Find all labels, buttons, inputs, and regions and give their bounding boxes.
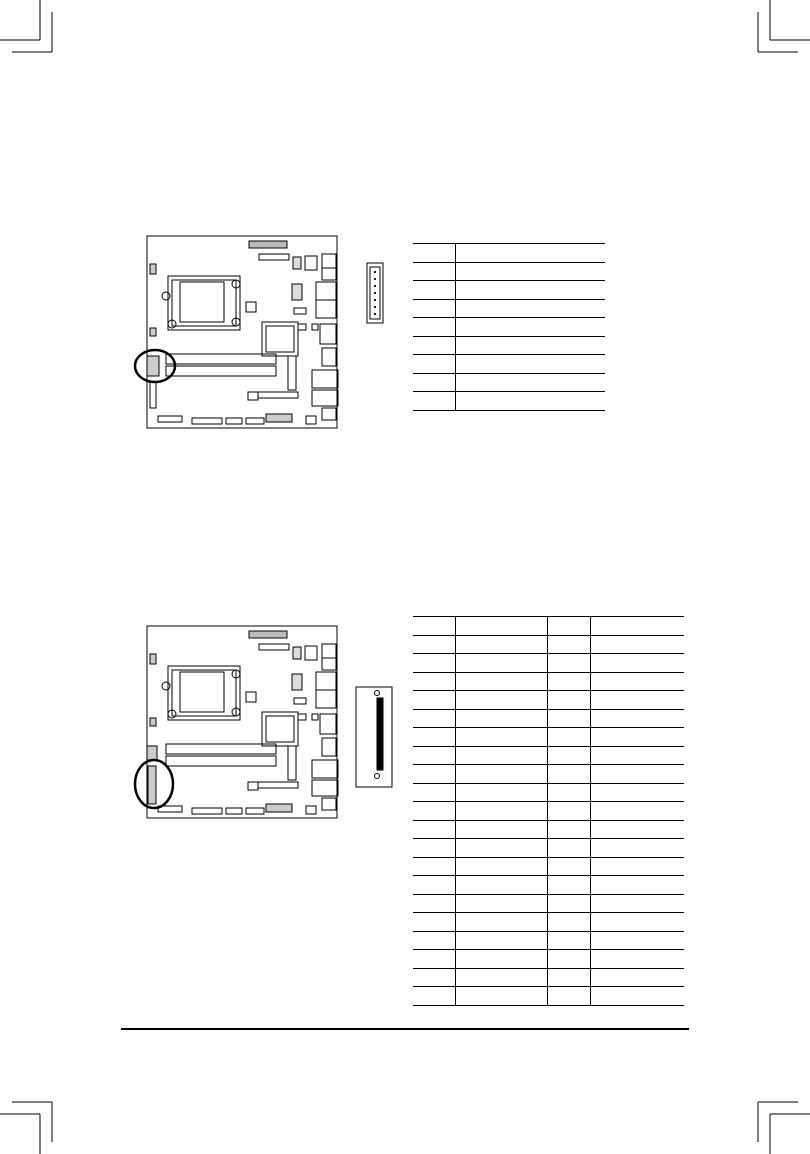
- pin-cell: [413, 950, 455, 969]
- table-row: [413, 839, 684, 858]
- pin-cell: [413, 913, 455, 932]
- pin-cell: [413, 672, 455, 691]
- table-row: [413, 968, 684, 987]
- definition-cell: [455, 950, 547, 969]
- pin-cell: [413, 654, 455, 673]
- pin-cell: [547, 709, 590, 728]
- definition-cell: [590, 857, 684, 876]
- pin-cell: [547, 913, 590, 932]
- definition-cell: [590, 968, 684, 987]
- definition-cell: [590, 765, 684, 784]
- definition-cell: [590, 617, 684, 636]
- pin-table-2: [413, 616, 684, 1006]
- table-row: [413, 654, 684, 673]
- pin-cell: [413, 783, 455, 802]
- pin-cell: [547, 802, 590, 821]
- table-row: [413, 765, 684, 784]
- table-row: [413, 728, 684, 747]
- definition-cell: [455, 802, 547, 821]
- definition-cell: [455, 672, 547, 691]
- pin-cell: [413, 746, 455, 765]
- table-row: [413, 857, 684, 876]
- table-row: [413, 617, 684, 636]
- definition-cell: [590, 894, 684, 913]
- pin-cell: [413, 987, 455, 1006]
- pin-cell: [547, 654, 590, 673]
- table-row: [413, 783, 684, 802]
- definition-cell: [455, 765, 547, 784]
- pin-cell: [547, 987, 590, 1006]
- definition-cell: [455, 931, 547, 950]
- pin-cell: [547, 876, 590, 895]
- definition-cell: [590, 691, 684, 710]
- definition-cell: [455, 820, 547, 839]
- table-row: [413, 950, 684, 969]
- definition-cell: [590, 654, 684, 673]
- definition-cell: [590, 635, 684, 654]
- definition-cell: [455, 839, 547, 858]
- pin-cell: [547, 672, 590, 691]
- table-row: [413, 820, 684, 839]
- table-row: [413, 672, 684, 691]
- definition-cell: [455, 876, 547, 895]
- pin-cell: [547, 635, 590, 654]
- definition-cell: [590, 839, 684, 858]
- definition-cell: [590, 931, 684, 950]
- table-row: [413, 802, 684, 821]
- definition-cell: [590, 987, 684, 1006]
- definition-cell: [590, 876, 684, 895]
- definition-cell: [590, 913, 684, 932]
- pin-cell: [413, 820, 455, 839]
- pin-cell: [413, 968, 455, 987]
- definition-cell: [455, 987, 547, 1006]
- definition-cell: [455, 617, 547, 636]
- table-row: [413, 876, 684, 895]
- pin-cell: [547, 820, 590, 839]
- table-row: [413, 931, 684, 950]
- pin-cell: [413, 857, 455, 876]
- pin-cell: [413, 691, 455, 710]
- pin-cell: [413, 894, 455, 913]
- definition-cell: [590, 820, 684, 839]
- pin-cell: [547, 968, 590, 987]
- pin-cell: [413, 802, 455, 821]
- table-row: [413, 987, 684, 1006]
- definition-cell: [455, 728, 547, 747]
- footer-rule: [121, 1028, 689, 1030]
- pin-cell: [547, 839, 590, 858]
- definition-cell: [455, 913, 547, 932]
- table-row: [413, 709, 684, 728]
- pin-cell: [547, 691, 590, 710]
- pin-cell: [413, 931, 455, 950]
- pin-cell: [413, 765, 455, 784]
- definition-cell: [455, 654, 547, 673]
- pin-cell: [547, 857, 590, 876]
- definition-cell: [455, 783, 547, 802]
- definition-cell: [455, 968, 547, 987]
- pin-cell: [547, 894, 590, 913]
- pin-cell: [547, 950, 590, 969]
- definition-cell: [590, 746, 684, 765]
- pin-cell: [547, 728, 590, 747]
- definition-cell: [590, 728, 684, 747]
- definition-cell: [590, 672, 684, 691]
- definition-cell: [455, 746, 547, 765]
- pin-cell: [413, 876, 455, 895]
- definition-cell: [590, 802, 684, 821]
- pin-cell: [547, 783, 590, 802]
- pin-cell: [413, 728, 455, 747]
- pin-cell: [547, 617, 590, 636]
- pin-cell: [413, 617, 455, 636]
- definition-cell: [455, 709, 547, 728]
- pin-cell: [413, 839, 455, 858]
- table-row: [413, 894, 684, 913]
- pin-cell: [547, 746, 590, 765]
- definition-cell: [455, 894, 547, 913]
- table-row: [413, 746, 684, 765]
- definition-cell: [455, 691, 547, 710]
- pin-cell: [413, 709, 455, 728]
- pin-cell: [547, 931, 590, 950]
- pin-cell: [413, 635, 455, 654]
- definition-cell: [590, 783, 684, 802]
- table-row: [413, 691, 684, 710]
- definition-cell: [455, 857, 547, 876]
- definition-cell: [590, 709, 684, 728]
- table-row: [413, 913, 684, 932]
- definition-cell: [455, 635, 547, 654]
- pin-cell: [547, 765, 590, 784]
- table-row: [413, 635, 684, 654]
- definition-cell: [590, 950, 684, 969]
